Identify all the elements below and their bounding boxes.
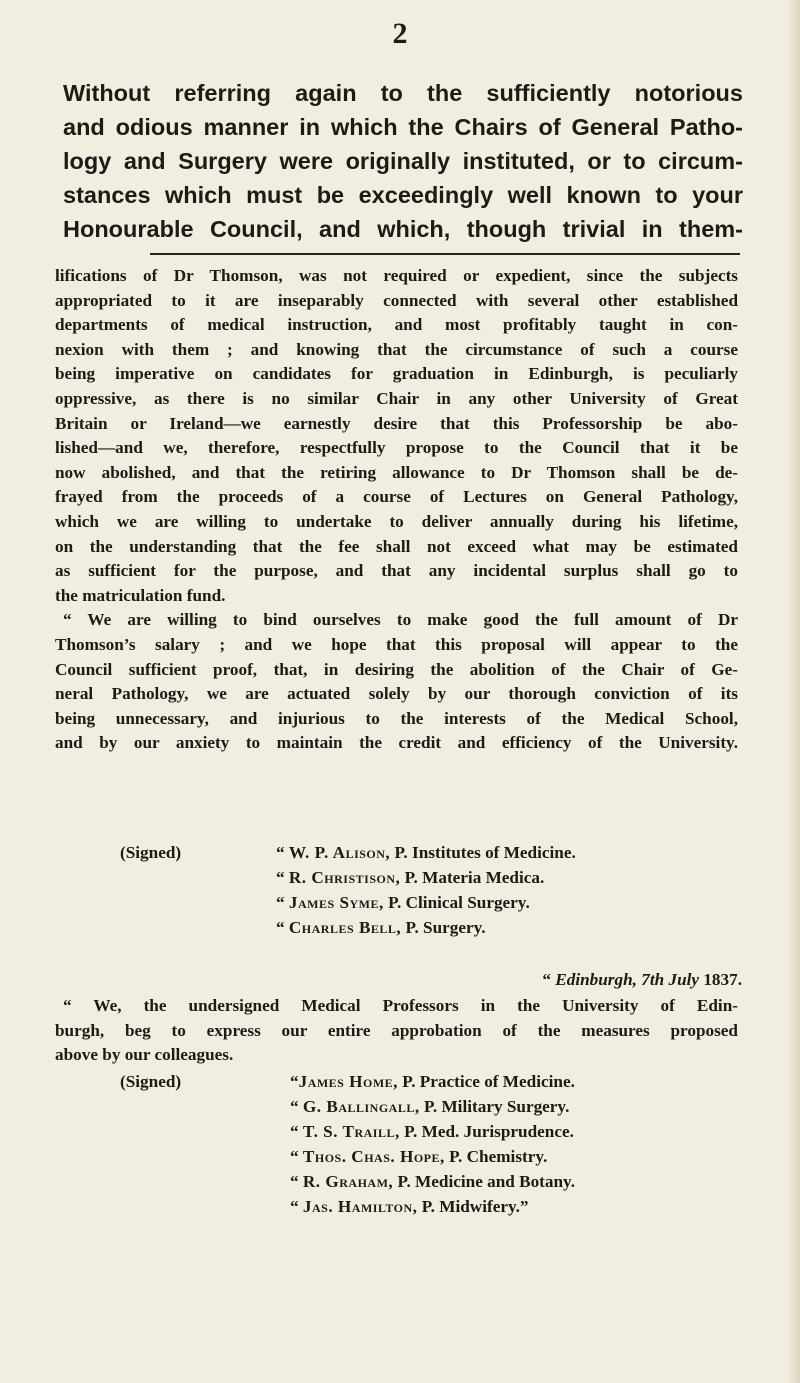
signatory-name: G. Ballingall,: [302, 1097, 420, 1116]
signatory-role: P. Midwifery.”: [417, 1197, 529, 1216]
second-paragraph: [55, 994, 738, 1068]
lead-line: logy and Surgery were originally instituted, or to circum-: [63, 148, 743, 174]
signatory-role: P. Materia Medica.: [400, 868, 545, 887]
signatory-row: [290, 1069, 575, 1094]
signatory-quote: “: [276, 843, 289, 862]
signatory-quote: “: [290, 1122, 303, 1141]
body-line: being unnecessary, and injurious to the interests of the Medical School,: [55, 708, 738, 728]
body-line: “ We are willing to bind ourselves to make good the full amount of Dr: [63, 610, 738, 630]
body-text: [55, 264, 738, 756]
date-year: 1837.: [699, 970, 742, 989]
date-day: 7th July: [636, 970, 700, 989]
signatory-role: P. Surgery.: [401, 918, 486, 937]
signatory-role: P. Chemistry.: [444, 1147, 548, 1166]
signatory-quote: “: [290, 1147, 303, 1166]
lead-line: Honourable Council, and which, though trivial in them-: [63, 216, 743, 242]
signatory-name: Thos. Chas. Hope,: [302, 1147, 445, 1166]
signatory-row: [276, 890, 530, 915]
signed-label: (Signed): [120, 1072, 182, 1091]
signatory-role: P. Med. Jurisprudence.: [399, 1122, 574, 1141]
lead-line: and odious manner in which the Chairs of General Patho-: [63, 114, 743, 140]
body-line: which we are willing to undertake to deliver annually during his lifetime,: [55, 511, 738, 531]
signatory-row: [290, 1094, 569, 1119]
signatory-quote: “: [276, 893, 289, 912]
body-line: lished—and we, therefore, respectfully propose to the Council that it be: [55, 438, 738, 458]
signatory-name: R. Christison,: [288, 868, 401, 887]
date-line: [542, 970, 742, 990]
signatory-row: [276, 840, 576, 865]
signatory-role: P. Institutes of Medicine.: [390, 843, 576, 862]
body-line: now abolished, and that the retiring allowance to Dr Thomson shall be de-: [55, 462, 738, 482]
body-line: above by our colleagues.: [55, 1045, 234, 1065]
body-line: neral Pathology, we are actuated solely by our thorough conviction of its: [55, 684, 738, 704]
body-line: as sufficient for the purpose, and that any incidental surplus shall go to: [55, 561, 738, 581]
signatory-name: T. S. Traill,: [302, 1122, 400, 1141]
page-edge-shadow: [786, 0, 800, 1383]
signatory-role: P. Practice of Medicine.: [397, 1072, 575, 1091]
lead-line: stances which must be exceedingly well known to your: [63, 182, 743, 208]
body-line: lifications of Dr Thomson, was not required or expedient, since the subjects: [55, 266, 738, 285]
signatory-name: R. Graham,: [302, 1172, 394, 1191]
signatory-row: [290, 1194, 529, 1219]
signatory-quote: “: [290, 1197, 303, 1216]
signatory-row: [290, 1119, 574, 1144]
signatory-name: Charles Bell,: [288, 918, 402, 937]
body-line: being imperative on candidates for graduation in Edinburgh, is peculiarly: [55, 364, 738, 384]
signatory-quote: “: [290, 1097, 303, 1116]
body-line: Britain or Ireland—we earnestly desire that this Professorship be abo-: [55, 413, 738, 433]
body-line: appropriated to it are inseparably connected with several other established: [55, 290, 738, 310]
body-line: departments of medical instruction, and most profitably taught in con-: [55, 315, 738, 335]
signed-label: (Signed): [120, 843, 182, 862]
signatory-name: James Syme,: [288, 893, 384, 912]
signatory-quote: “: [290, 1172, 303, 1191]
lead-line: Without referring again to the sufficiently notorious: [63, 80, 743, 106]
body-line: “ We, the undersigned Medical Professors in the University of Edin-: [63, 996, 738, 1015]
page-number: 2: [392, 17, 408, 50]
signatory-row: [276, 865, 544, 890]
signatory-name: W. P. Alison,: [288, 843, 391, 862]
body-line: and by our anxiety to maintain the credit and efficiency of the University.: [55, 733, 738, 753]
signatory-quote: “: [276, 918, 289, 937]
date-quote: “: [542, 970, 556, 989]
signatory-row: [290, 1144, 547, 1169]
lead-paragraph: [63, 76, 743, 246]
date-place: Edinburgh,: [555, 970, 637, 989]
body-line: nexion with them ; and knowing that the circumstance of such a course: [55, 339, 738, 359]
signatory-row: [276, 915, 486, 940]
section-divider: [150, 253, 740, 255]
signatory-quote: “: [276, 868, 289, 887]
body-line: the matriculation fund.: [55, 585, 226, 605]
signatory-name: Jas. Hamilton,: [302, 1197, 418, 1216]
body-line: burgh, beg to express our entire approbation of the measures proposed: [55, 1020, 738, 1040]
signatory-role: P. Military Surgery.: [419, 1097, 570, 1116]
body-line: frayed from the proceeds of a course of Lectures on General Pathology,: [55, 487, 738, 507]
signatory-quote: “: [290, 1072, 299, 1091]
signatory-row: [290, 1169, 575, 1194]
body-line: oppressive, as there is no similar Chair in any other University of Great: [55, 388, 738, 408]
body-line: Thomson’s salary ; and we hope that this proposal will appear to the: [55, 634, 738, 654]
signatory-name: James Home,: [298, 1072, 398, 1091]
signatory-role: P. Clinical Surgery.: [383, 893, 530, 912]
body-line: Council sufficient proof, that, in desiring the abolition of the Chair of Ge-: [55, 659, 738, 679]
body-line: on the understanding that the fee shall not exceed what may be estimated: [55, 536, 738, 556]
signatory-role: P. Medicine and Botany.: [393, 1172, 576, 1191]
